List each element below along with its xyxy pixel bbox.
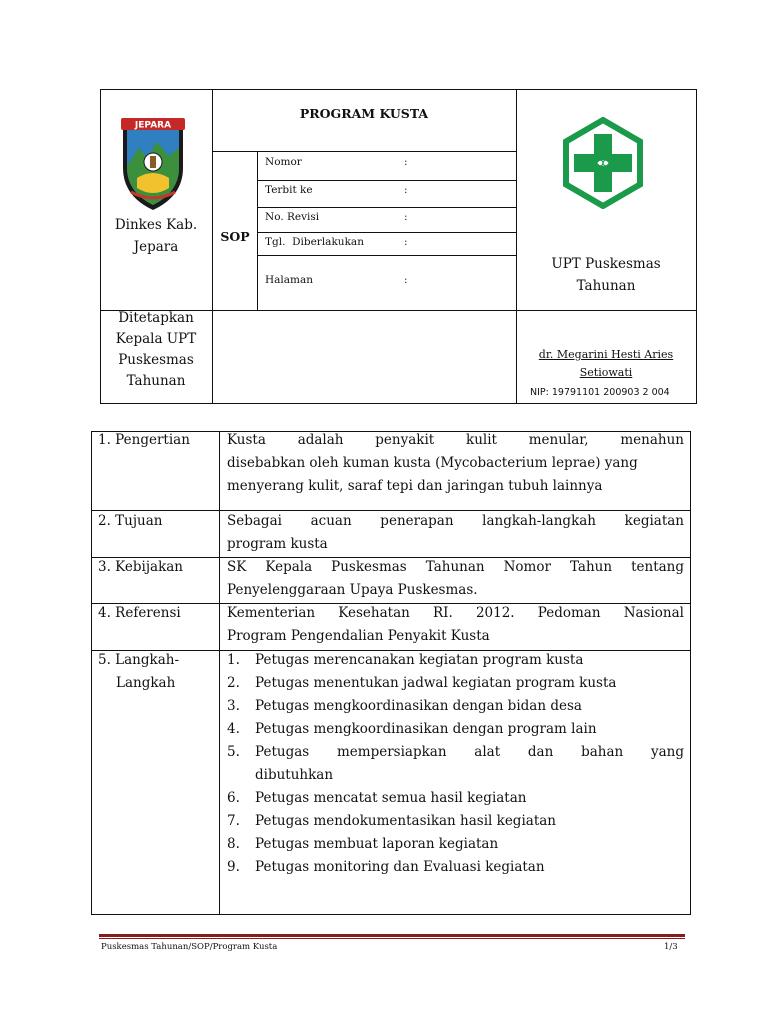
step-text: Petugas monitoring dan Evaluasi kegiatan xyxy=(255,859,545,875)
referensi-line: Program Pengendalian Penyakit Kusta xyxy=(227,628,490,644)
field-halaman-label: Halaman xyxy=(265,274,314,286)
langkah-label-line1: 5. Langkah- xyxy=(98,652,180,668)
tujuan-line: program kusta xyxy=(227,536,328,552)
field-nomor-sep: : xyxy=(404,156,408,168)
ditetapkan-line4: Tahunan xyxy=(126,373,186,389)
field-halaman-sep: : xyxy=(404,274,408,286)
step-text: Petugas mendokumentasikan hasil kegiatan xyxy=(255,813,556,829)
left-org-line1: Dinkes Kab. xyxy=(114,217,198,233)
ditetapkan-line3: Puskesmas xyxy=(118,352,194,368)
right-org-line2: Tahunan xyxy=(576,278,636,294)
step-text: Petugas mengkoordinasikan dengan program lain xyxy=(255,721,597,737)
step-number: 6. xyxy=(227,790,240,806)
tujuan-label: 2. Tujuan xyxy=(98,513,163,529)
ditetapkan-line2: Kepala UPT xyxy=(115,331,197,347)
ditetapkan-line1: Ditetapkan xyxy=(118,310,194,326)
langkah-label-line2: Langkah xyxy=(116,675,176,691)
field-nomor-label: Nomor xyxy=(265,156,302,168)
field-revisi-sep: : xyxy=(404,211,408,223)
referensi-line: Kementerian Kesehatan RI. 2012. Pedoman Nasional xyxy=(227,605,684,621)
left-org-line2: Jepara xyxy=(133,239,179,255)
pengertian-line: disebabkan oleh kuman kusta (Mycobacterium leprae) yang xyxy=(227,455,638,471)
step-text: Petugas menentukan jadwal kegiatan program kusta xyxy=(255,675,617,691)
field-tgl-sep: : xyxy=(404,236,408,248)
signer-name-line2: Setiowati xyxy=(579,366,633,379)
pengertian-line: Kusta adalah penyakit kulit menular, menahun xyxy=(227,432,684,448)
field-tgl-label: Tgl. Diberlakukan xyxy=(265,236,364,248)
field-terbit-sep: : xyxy=(404,184,408,196)
step-number: 9. xyxy=(227,859,240,875)
step-text: dibutuhkan xyxy=(255,767,334,783)
footer-rule xyxy=(99,934,685,937)
pengertian-label: 1. Pengertian xyxy=(98,432,190,448)
step-number: 7. xyxy=(227,813,240,829)
puskesmas-logo xyxy=(557,117,649,209)
kebijakan-line: SK Kepala Puskesmas Tahunan Nomor Tahun tentang xyxy=(227,559,684,575)
sop-label: SOP xyxy=(220,229,250,244)
step-text: Petugas membuat laporan kegiatan xyxy=(255,836,499,852)
step-number: 8. xyxy=(227,836,240,852)
step-number: 5. xyxy=(227,744,240,760)
step-number: 4. xyxy=(227,721,240,737)
jepara-logo xyxy=(117,118,189,212)
signer-nip: NIP: 19791101 200903 2 004 xyxy=(530,387,670,398)
step-number: 3. xyxy=(227,698,240,714)
step-number: 2. xyxy=(227,675,240,691)
step-text: Petugas mencatat semua hasil kegiatan xyxy=(255,790,527,806)
kebijakan-label: 3. Kebijakan xyxy=(98,559,184,575)
field-terbit-label: Terbit ke xyxy=(265,184,313,196)
footer-rule-thin xyxy=(99,938,685,939)
page-title: PROGRAM KUSTA xyxy=(299,106,429,121)
signer-name-line1: dr. Megarini Hesti Aries xyxy=(538,348,674,361)
svg-text:JEPARA: JEPARA xyxy=(134,120,172,131)
tujuan-line: Sebagai acuan penerapan langkah-langkah kegiatan xyxy=(227,513,684,529)
footer-doc-path: Puskesmas Tahunan/SOP/Program Kusta xyxy=(101,942,278,952)
step-number: 1. xyxy=(227,652,240,668)
pengertian-line: menyerang kulit, saraf tepi dan jaringan tubuh lainnya xyxy=(227,478,603,494)
step-text: Petugas merencanakan kegiatan program kusta xyxy=(255,652,584,668)
step-text: Petugas mengkoordinasikan dengan bidan desa xyxy=(255,698,582,714)
referensi-label: 4. Referensi xyxy=(98,605,181,621)
right-org-line1: UPT Puskesmas xyxy=(551,256,661,272)
footer-page-number: 1/3 xyxy=(664,942,678,952)
kebijakan-line: Penyelenggaraan Upaya Puskesmas. xyxy=(227,582,478,598)
field-revisi-label: No. Revisi xyxy=(265,211,320,223)
step-text: Petugas mempersiapkan alat dan bahan yang xyxy=(255,744,684,760)
